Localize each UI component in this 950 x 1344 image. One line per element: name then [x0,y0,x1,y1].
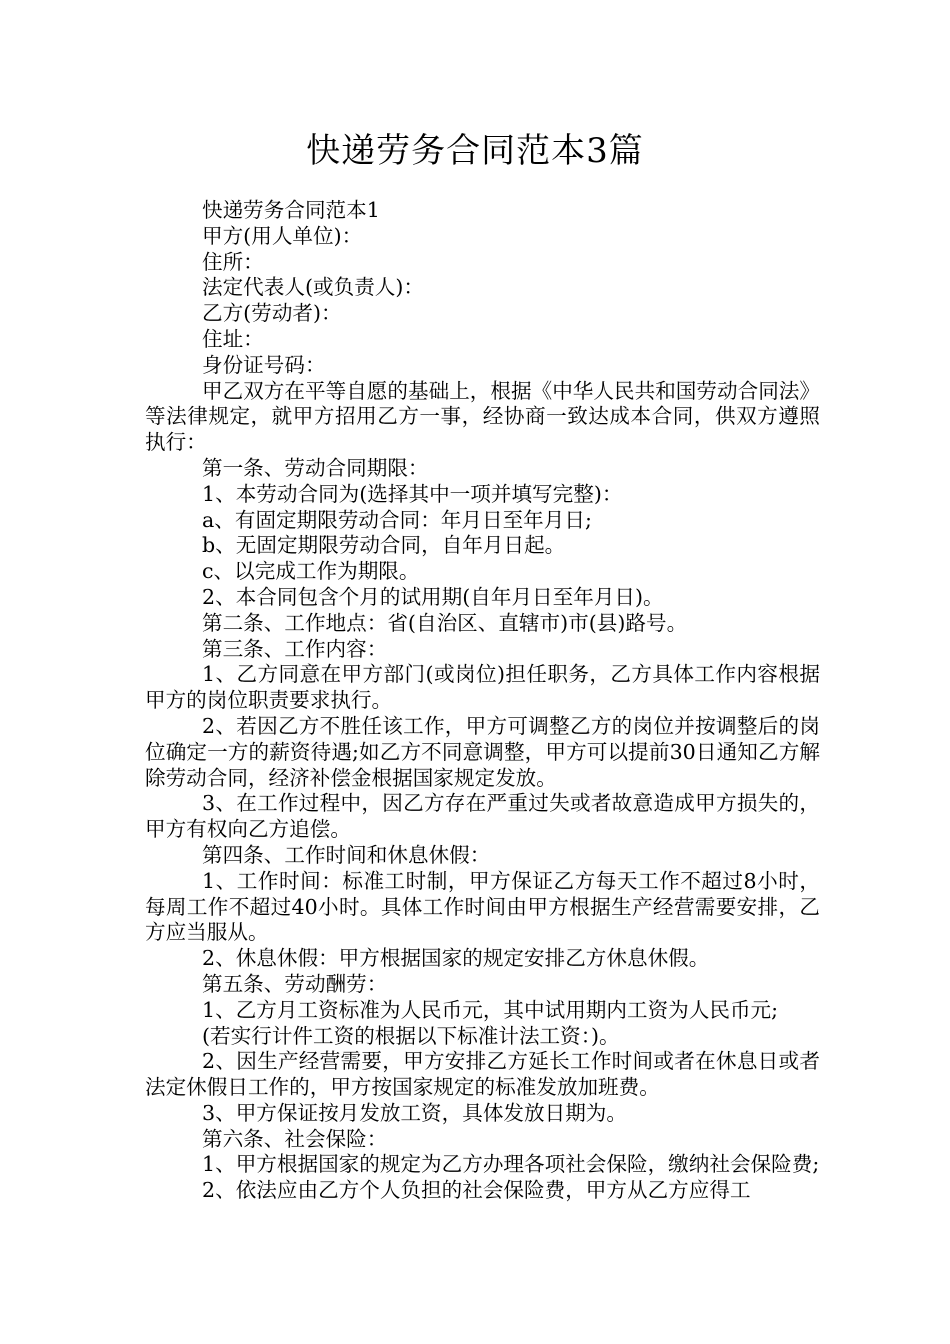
paragraph: 1、乙方同意在甲方部门(或岗位)担任职务，乙方具体工作内容根据甲方的岗位职责要求执行。 [145,662,820,713]
paragraph: 1、工作时间：标准工时制，甲方保证乙方每天工作不超过8小时，每周工作不超过40小时。具体工作时间由甲方根据生产经营需要安排，乙方应当服从。 [145,868,820,945]
paragraph: c、以完成工作为期限。 [202,559,420,584]
paragraph: 第三条、工作内容： [202,636,388,661]
paragraph: 2、依法应由乙方个人负担的社会保险费，甲方从乙方应得工 [202,1178,751,1203]
paragraph: 3、甲方保证按月发放工资，具体发放日期为。 [202,1100,627,1125]
paragraph: 第一条、劳动合同期限： [202,455,429,480]
paragraph: 2、本合同包含个月的试用期(自年月日至年月日)。 [202,584,664,609]
paragraph: 1、本劳动合同为(选择其中一项并填写完整)： [202,481,623,506]
paragraph: 第二条、工作地点：省(自治区、直辖市)市(县)路号。 [202,610,688,635]
paragraph: 身份证号码： [202,352,326,377]
paragraph: 2、休息休假：甲方根据国家的规定安排乙方休息休假。 [202,946,710,971]
paragraph: a、有固定期限劳动合同：年月日至年月日; [202,507,592,532]
paragraph: 1、甲方根据国家的规定为乙方办理各项社会保险，缴纳社会保险费; [202,1152,820,1177]
paragraph: 快递劳务合同范本1 [202,198,380,222]
paragraph: 第四条、工作时间和休息休假： [202,842,491,867]
document-body [145,198,820,1204]
paragraph: 甲方(用人单位)： [202,223,363,248]
paragraph: (若实行计件工资的根据以下标准计法工资：)。 [202,1023,620,1048]
paragraph: 2、因生产经营需要，甲方安排乙方延长工作时间或者在休息日或者法定休假日工作的，甲方按国家规定的标准发放加班费。 [145,1049,820,1100]
paragraph: 第五条、劳动酬劳： [202,971,388,996]
paragraph: 住址： [202,326,264,351]
paragraph: 1、乙方月工资标准为人民币元，其中试用期内工资为人民币元; [202,997,779,1022]
page-title: 快递劳务合同范本3篇 [306,131,644,171]
paragraph: 2、若因乙方不胜任该工作，甲方可调整乙方的岗位并按调整后的岗位确定一方的薪资待遇;如乙方不同意调整，甲方可以提前30日通知乙方解除劳动合同，经济补偿金根据国家规定发放。 [145,713,820,790]
paragraph: 乙方(劳动者)： [202,301,342,326]
paragraph: b、无固定期限劳动合同，自年月日起。 [202,533,566,558]
paragraph: 第六条、社会保险： [202,1126,388,1151]
paragraph: 甲乙双方在平等自愿的基础上，根据《中华人民共和国劳动合同法》等法律规定，就甲方招用乙方一事，经协商一致达成本合同，供双方遵照执行： [145,378,820,455]
paragraph: 法定代表人(或负责人)： [202,275,425,300]
paragraph: 住所： [202,249,264,274]
paragraph: 3、在工作过程中，因乙方存在严重过失或者故意造成甲方损失的，甲方有权向乙方追偿。 [145,791,820,842]
